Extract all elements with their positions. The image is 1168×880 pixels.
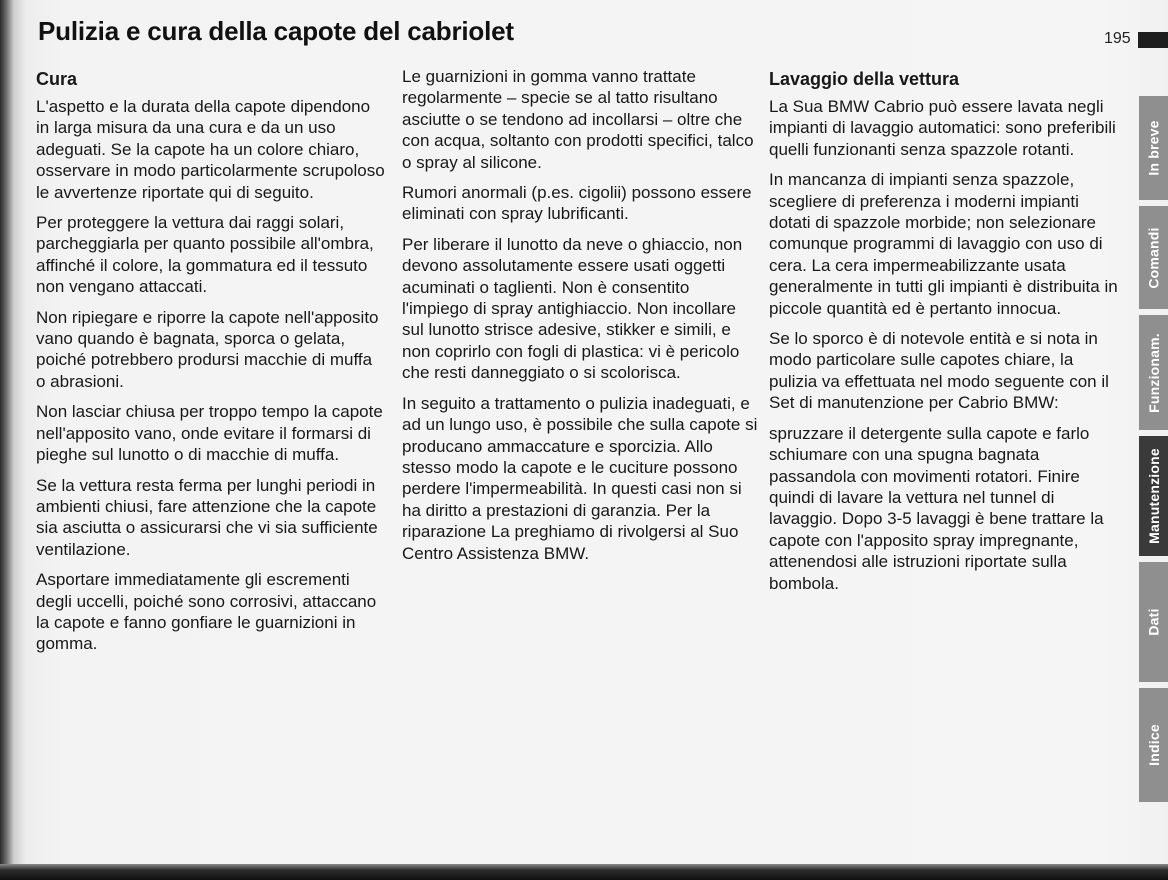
paragraph: Per liberare il lunotto da neve o ghiaccio, non devono assolutamente essere usati oggetti acuminati o taglienti. Non è consentito l'impiego di spray antighiaccio. Non incollare sul lunotto strisce adesive, stikker e simili, e non coprirlo con fogli di plastica: vi è pericolo che resti danneggiato o si scolorisca. <box>402 234 743 383</box>
column-care-continued <box>402 66 758 573</box>
page-number: 195 <box>1104 30 1131 47</box>
column-car-wash <box>769 66 1121 603</box>
paragraph: Non lasciar chiusa per troppo tempo la capote nell'apposito vano, onde evitare il formarsi di pieghe sul lunotto o di macchie di muffa. <box>36 402 383 465</box>
section-heading-car-wash: Lavaggio della vettura <box>769 69 960 89</box>
tab-label: Manutenzione <box>1145 448 1162 544</box>
paragraph: La Sua BMW Cabrio può essere lavata negli impianti di lavaggio automatici: sono preferibili quelli funzionanti senza spazzole rotanti. <box>769 97 1116 159</box>
section-heading-care: Cura <box>36 69 78 89</box>
paragraph: spruzzare il detergente sulla capote e farlo schiumare con una spugna bagnata passandola con movimenti rotatori. Finire quindi di lavare la vettura nel tunnel di lavaggio. Dopo 3-5 lavaggi è bene trattare la capote con l'apposito spray impregnante, attenendosi alle istruzioni riportate sulla bombola. <box>769 423 1104 593</box>
tab-comandi[interactable] <box>1139 206 1168 309</box>
paragraph: In seguito a trattamento o pulizia inadeguati, e ad un lungo uso, è possibile che sulla capote si producano ammaccature e sporcizia. Allo stesso modo la capote e le cuciture possono perdere l'impermeabilità. In questi casi non si ha diritto a prestazioni di garanzia. Per la riparazione La preghiamo di rivolgersi al Suo Centro Assistenza BMW. <box>402 393 758 563</box>
column-care <box>36 66 386 664</box>
paragraph: Rumori anormali (p.es. cigolii) possono essere eliminati con spray lubrificanti. <box>402 183 752 224</box>
paragraph: Non ripiegare e riporre la capote nell'apposito vano quando è bagnata, sporca o gelata, poiché potrebbero prodursi macchie di muffa o abrasioni. <box>36 307 379 391</box>
paragraph: Se la vettura resta ferma per lunghi periodi in ambienti chiusi, fare attenzione che la capote sia asciutta o assicurarsi che vi sia sufficiente ventilazione. <box>36 475 378 559</box>
tab-manutenzione[interactable] <box>1139 436 1168 556</box>
paragraph: In mancanza di impianti senza spazzole, scegliere di preferenza i moderni impianti dotati di spazzole morbide; non selezionare comunque programmi di lavaggio con uso di cera. La cera impermeabilizzante usata generalmente in tutti gli impianti è distribuita in piccole quantità ed è pertanto innocua. <box>769 170 1118 318</box>
page-number-marker <box>1138 32 1168 48</box>
tab-in-breve[interactable] <box>1139 96 1168 200</box>
paragraph: L'aspetto e la durata della capote dipendono in larga misura da una cura e da un uso adeguati. Se la capote ha un colore chiaro, osservare in modo particolarmente scrupoloso le avvertenze riportate qui di seguito. <box>36 97 385 202</box>
tab-funzionam[interactable] <box>1139 315 1168 430</box>
tab-label: Funzionam. <box>1145 332 1162 413</box>
page-bottom-edge <box>0 864 1168 880</box>
tab-label: Indice <box>1145 724 1162 766</box>
tab-dati[interactable] <box>1139 562 1168 682</box>
paragraph: Le guarnizioni in gomma vanno trattate regolarmente – specie se al tatto risultano asciutte o se tendono ad incollarsi – oltre che con acqua, soltanto con prodotti specifici, talco o spray al silicone. <box>402 67 754 172</box>
page-title: Pulizia e cura della capote del cabriolet <box>38 16 514 46</box>
paragraph: Se lo sporco è di notevole entità e si nota in modo particolare sulle capotes chiare, la pulizia va effettuata nel modo seguente con il Set di manutenzione per Cabrio BMW: <box>769 329 1109 413</box>
paragraph: Asportare immediatamente gli escrementi degli uccelli, poiché sono corrosivi, attaccano la capote e fanno gonfiare le guarnizioni in gomma. <box>36 570 377 654</box>
tab-label: In breve <box>1145 120 1162 176</box>
tab-indice[interactable] <box>1139 688 1168 802</box>
tab-label: Dati <box>1145 608 1162 636</box>
tab-label: Comandi <box>1145 226 1162 289</box>
paragraph: Per proteggere la vettura dai raggi solari, parcheggiarla per quanto possibile all'ombra, affinché il colore, la gommatura ed il tessuto non vengano attaccati. <box>36 213 374 297</box>
